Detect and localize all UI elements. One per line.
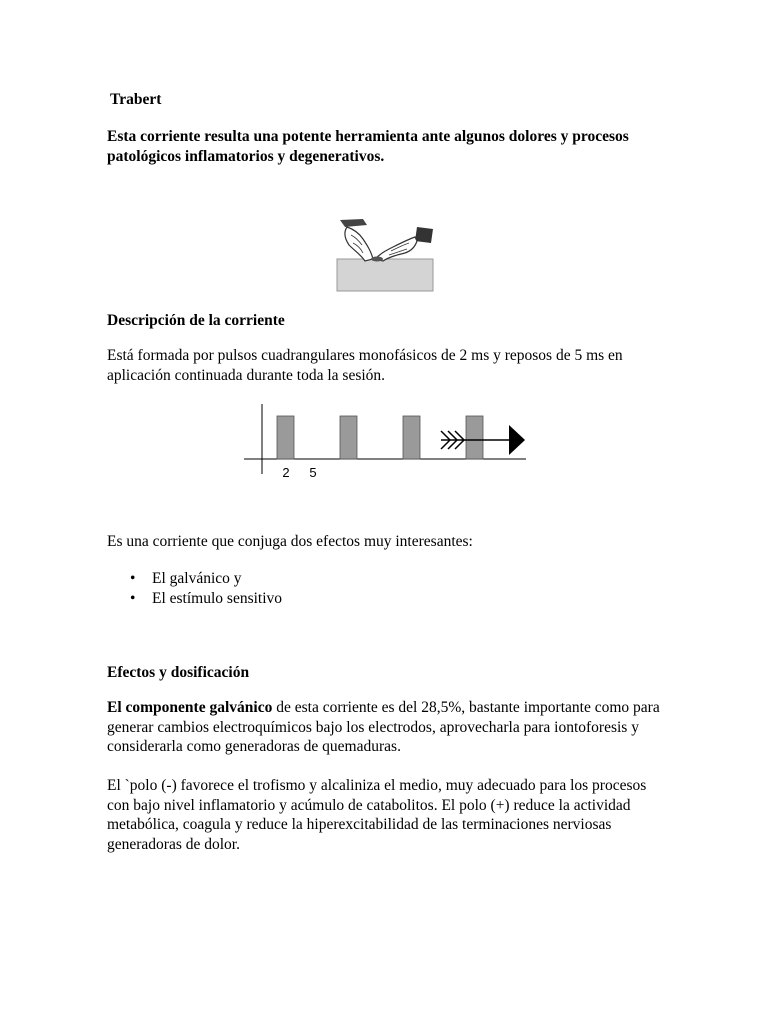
right-sleeve <box>415 227 433 243</box>
tick-label-5: 5 <box>309 465 317 480</box>
hands-electrodes-illustration <box>335 215 435 295</box>
bullet-text: El galvánico y <box>152 570 242 587</box>
description-paragraph: Está formada por pulsos cuadrangulares monofásicos de 2 ms y reposos de 5 ms en aplicación continuada durante toda la sesión. <box>107 347 623 384</box>
bullet-icon: • <box>130 570 136 587</box>
pulse-3 <box>403 416 420 459</box>
list-item <box>130 569 282 589</box>
galvanic-component-label: El componente galvánico <box>107 699 273 716</box>
effects-heading: Efectos y dosificación <box>107 664 250 681</box>
combine-text: Es una corriente que conjuga dos efectos muy interesantes: <box>107 533 473 550</box>
list-item <box>130 589 282 609</box>
skin-block <box>337 259 433 291</box>
left-sleeve <box>340 219 367 227</box>
pulse-diagram <box>240 400 530 482</box>
electrode <box>371 257 383 262</box>
effects-bullet-list <box>130 569 282 608</box>
tick-label-2: 2 <box>282 465 290 480</box>
description-heading: Descripción de la corriente <box>107 312 285 329</box>
effects-paragraph-2: El `polo (-) favorece el trofismo y alcaliniza el medio, muy adecuado para los procesos con bajo nivel inflamatorio y acúmulo de catabolitos. El polo (+) reduce la actividad metabólica, coagula y reduce la hiperexcitabilidad de las terminaciones nerviosas generadoras de dolor. <box>107 777 647 853</box>
left-hand <box>345 227 373 261</box>
bullet-text: El estímulo sensitivo <box>152 589 283 607</box>
effects-paragraph-1 <box>107 698 667 757</box>
effects-paragraph-1-text: de esta corriente es del 28,5%, bastante importante como para generar cambios electroquímicos bajo los electrodos, aprovecharla para iontoforesis y considerarla como generadoras de quemaduras. <box>107 699 660 755</box>
bullet-icon: • <box>130 589 136 607</box>
intro-paragraph: Esta corriente resulta una potente herramienta ante algunos dolores y procesos patológicos inflamatorios y degenerativos. <box>107 128 629 165</box>
pulse-4 <box>466 416 483 459</box>
pulse-1 <box>277 416 294 459</box>
pulse-2 <box>340 416 357 459</box>
page-title: Trabert <box>110 91 162 108</box>
